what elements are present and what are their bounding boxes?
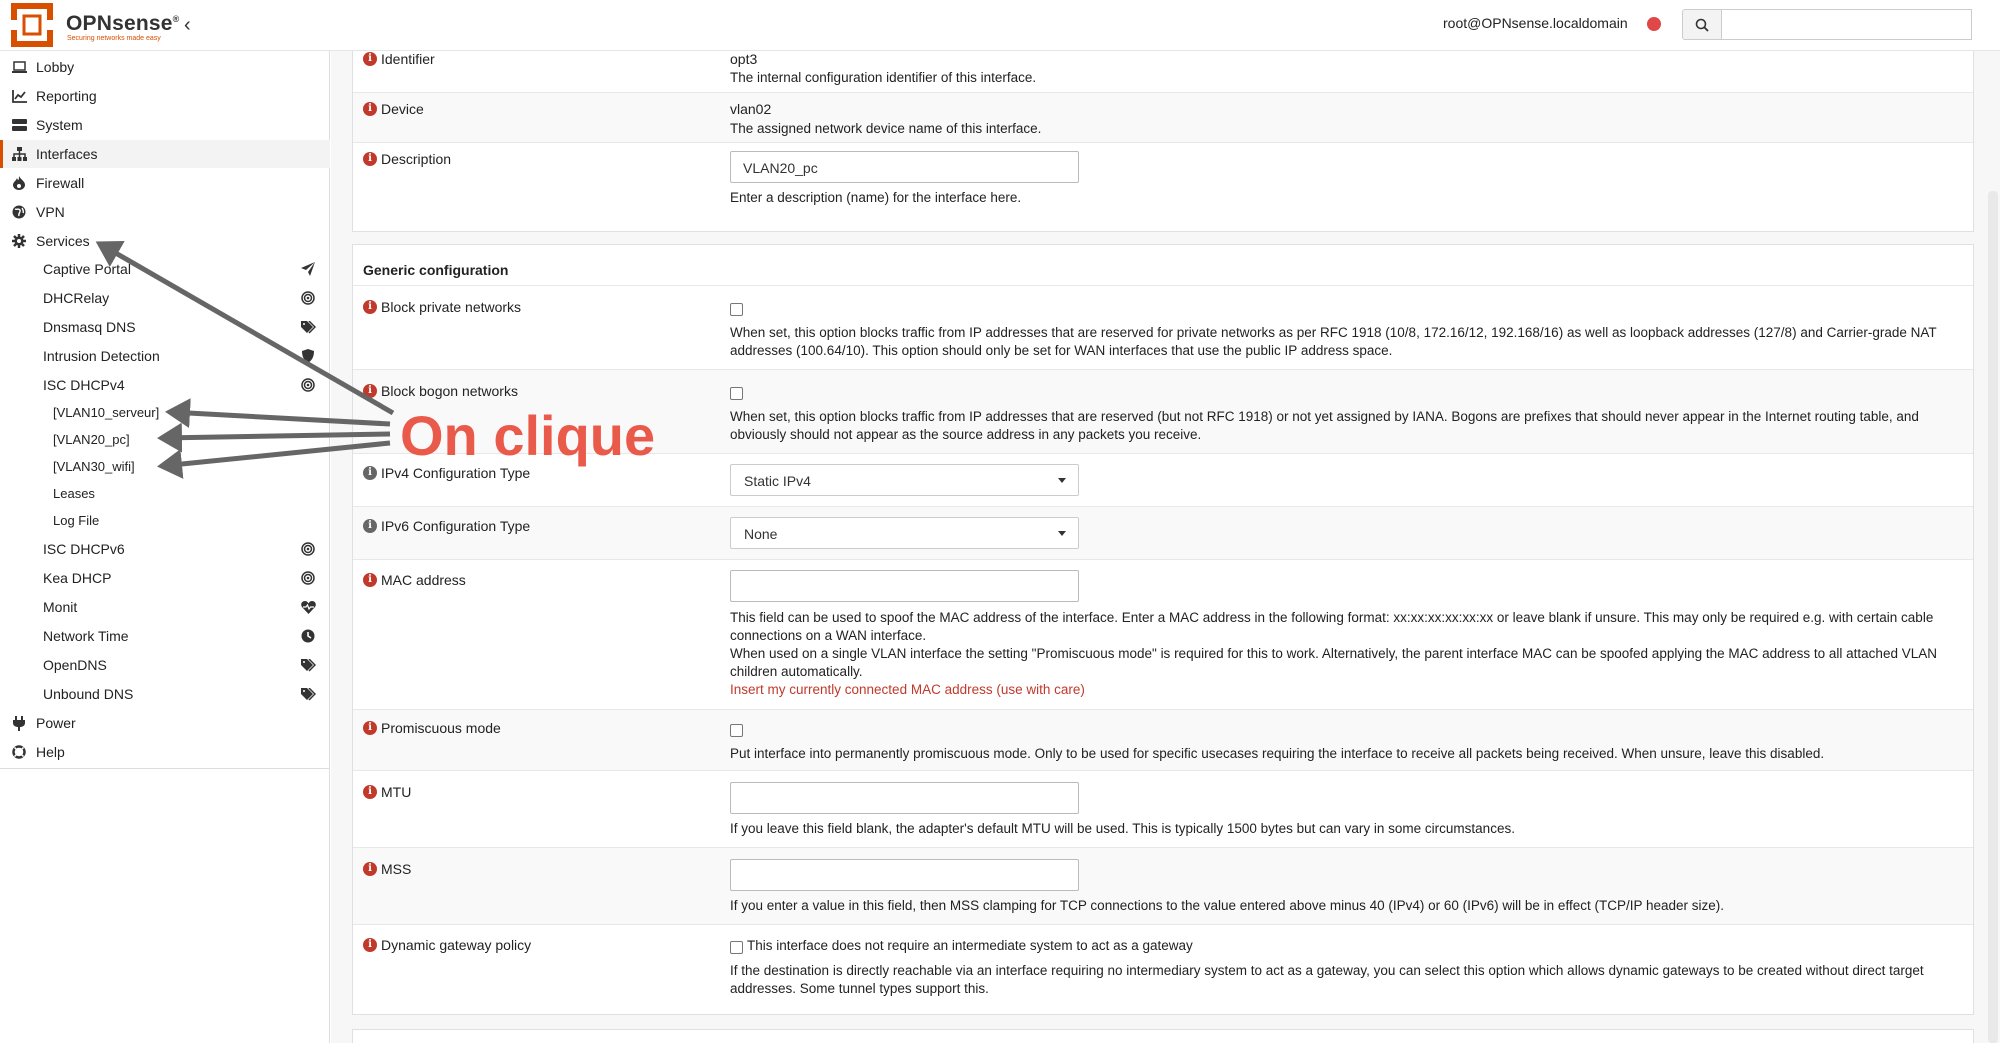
next-panel xyxy=(352,1029,1974,1043)
sidebar-item-label: Leases xyxy=(53,485,95,501)
tags-icon xyxy=(300,657,316,673)
description-input[interactable]: VLAN20_pc xyxy=(730,151,1079,183)
tags-icon xyxy=(300,319,316,335)
sidebar-item-label: System xyxy=(36,117,83,133)
sidebar-item-label: Reporting xyxy=(36,88,97,104)
user-label[interactable]: root@OPNsense.localdomain xyxy=(1443,15,1628,31)
device-value: vlan02 xyxy=(730,101,772,117)
sidebar-item-power[interactable] xyxy=(0,709,330,737)
info-icon[interactable]: i xyxy=(363,52,377,66)
sidebar-item-label: Unbound DNS xyxy=(43,686,134,702)
sidebar-item-isc-dhcpv4[interactable] xyxy=(0,371,330,399)
bullseye-icon xyxy=(300,570,316,586)
mtu-label: i MTU xyxy=(363,784,411,800)
caret-down-icon xyxy=(1058,531,1066,536)
device-label: i Device xyxy=(363,101,424,117)
life-ring-icon xyxy=(11,744,27,760)
annotation-label: On clique xyxy=(400,404,656,467)
block-bogon-checkbox[interactable] xyxy=(730,387,743,400)
sidebar-item-dhcrelay[interactable] xyxy=(0,284,330,312)
promisc-help: Put interface into permanently promiscuous mode. Only to be used for specific usecases requiring the interface to receive all packets being received. When unsure, leave this disabled. xyxy=(730,746,1825,761)
sidebar-item-help[interactable] xyxy=(0,738,330,766)
sidebar-item-label: [VLAN20_pc] xyxy=(53,431,130,447)
fire-icon xyxy=(11,175,27,191)
globe-icon xyxy=(11,204,27,220)
brand-name: OPNsense® xyxy=(66,12,180,35)
opnsense-logo[interactable] xyxy=(8,2,56,48)
sidebar-item-label: Power xyxy=(36,715,76,731)
identifier-value: opt3 xyxy=(730,51,758,67)
sidebar-item-dnsmasq-dns[interactable] xyxy=(0,313,330,341)
promisc-checkbox[interactable] xyxy=(730,724,743,737)
sidebar-item-kea-dhcp[interactable] xyxy=(0,564,330,592)
block-private-row xyxy=(353,285,1973,369)
mss-row xyxy=(353,847,1973,924)
mac-label: i MAC address xyxy=(363,572,466,588)
sidebar-item-network-time[interactable] xyxy=(0,622,330,650)
section-title: Generic configuration xyxy=(363,262,509,278)
interface-basic-panel xyxy=(352,51,1974,232)
sidebar-item-label: OpenDNS xyxy=(43,657,107,673)
bullseye-icon xyxy=(300,541,316,557)
mss-input[interactable] xyxy=(730,859,1079,891)
sidebar-item-label: Log File xyxy=(53,512,100,528)
sidebar-item-label: Firewall xyxy=(36,175,85,191)
brand-tagline: Securing networks made easy xyxy=(67,35,161,42)
sidebar-item-vlan10-serveur[interactable] xyxy=(0,399,330,425)
block-private-label: i Block private networks xyxy=(363,299,521,315)
info-icon[interactable]: i xyxy=(363,785,377,799)
info-icon[interactable]: i xyxy=(363,102,377,116)
sidebar-item-label: Kea DHCP xyxy=(43,570,112,586)
tags-icon xyxy=(300,686,316,702)
scrollbar[interactable] xyxy=(1988,191,1998,1043)
block-bogon-help: When set, this option blocks traffic from IP addresses that are reserved (but not RFC 1918) or not yet assigned by IANA. Bogons are prefixes that should never appear in the Internet routing table, and obviously should not appear as the source address in any packets you receive. xyxy=(730,409,1919,442)
ipv4-type-label: i IPv4 Configuration Type xyxy=(363,465,530,481)
search-input[interactable] xyxy=(1722,9,1972,40)
sidebar-item-label: ISC DHCPv6 xyxy=(43,541,125,557)
block-bogon-label: i Block bogon networks xyxy=(363,383,518,399)
collapse-sidebar-button[interactable]: ‹ xyxy=(184,14,191,36)
dyn-gw-checkbox[interactable] xyxy=(730,941,743,954)
main-content xyxy=(331,51,2000,1043)
dyn-gw-row xyxy=(353,924,1973,1015)
sidebar-item-services[interactable] xyxy=(0,227,330,255)
description-row xyxy=(353,142,1973,233)
sidebar-item-firewall[interactable] xyxy=(0,169,330,197)
device-help: The assigned network device name of this interface. xyxy=(730,121,1042,136)
mtu-row xyxy=(353,770,1973,847)
info-icon[interactable]: i xyxy=(363,721,377,735)
sidebar-item-vlan30-wifi[interactable] xyxy=(0,453,330,479)
sidebar-item-vlan20-pc[interactable] xyxy=(0,426,330,452)
sidebar-item-label: Intrusion Detection xyxy=(43,348,160,364)
mac-help-text: When used on a single VLAN interface the setting "Promiscuous mode" is required for this to work. Alternatively, the parent interface MAC can be spoofed applying the MAC address to all attached VLAN children automatically. xyxy=(730,646,1937,679)
sidebar-item-label: ISC DHCPv4 xyxy=(43,377,125,393)
promisc-row xyxy=(353,709,1973,770)
sidebar-item-label: DHCRelay xyxy=(43,290,110,306)
info-icon[interactable]: i xyxy=(363,466,377,480)
promisc-label: i Promiscuous mode xyxy=(363,720,501,736)
dyn-gw-checkbox-label[interactable]: This interface does not require an intermediate system to act as a gateway xyxy=(747,938,1193,953)
info-icon[interactable]: i xyxy=(363,152,377,166)
ipv6-type-row xyxy=(353,506,1973,559)
bullseye-icon xyxy=(300,377,316,393)
mss-help: If you enter a value in this field, then MSS clamping for TCP connections to the value entered above minus 40 (IPv4) or 60 (IPv6) will be in effect (TCP/IP header size). xyxy=(730,898,1725,913)
block-private-checkbox[interactable] xyxy=(730,303,743,316)
mac-help-text: This field can be used to spoof the MAC address of the interface. Enter a MAC address in the following format: xx:xx:xx:xx:xx:xx or leave blank if unsure. This may only be required e.g. with certain cable connections on a WAN interface. xyxy=(730,610,1934,643)
sidebar-item-label: Captive Portal xyxy=(43,261,131,277)
sidebar-item-vpn[interactable] xyxy=(0,198,330,226)
sidebar-item-intrusion-detection[interactable] xyxy=(0,342,330,370)
status-indicator[interactable] xyxy=(1647,17,1661,31)
sidebar-item-system[interactable] xyxy=(0,111,330,139)
info-icon[interactable]: i xyxy=(363,938,377,952)
block-private-help: When set, this option blocks traffic from IP addresses that are reserved for private networks as per RFC 1918 (10/8, 172.16/12, 192.168/16) as well as loopback addresses (127/8) and Carrier-grade NAT addresses (100.64/10). This option should only be set for WAN interfaces that use the public IP address space. xyxy=(730,325,1937,358)
sidebar-item-label: [VLAN10_serveur] xyxy=(53,404,160,420)
sitemap-icon xyxy=(11,146,27,162)
search-button[interactable] xyxy=(1682,9,1722,40)
sidebar-item-label: Lobby xyxy=(36,59,75,75)
sidebar-item-unbound-dns[interactable] xyxy=(0,680,330,708)
cog-icon xyxy=(11,233,27,249)
bullseye-icon xyxy=(300,290,316,306)
description-help: Enter a description (name) for the interface here. xyxy=(730,190,1022,205)
shield-icon xyxy=(300,348,316,364)
ipv6-type-select[interactable]: None xyxy=(730,517,1079,549)
sidebar xyxy=(0,51,330,1043)
description-label: i Description xyxy=(363,151,451,167)
sidebar-item-label: Interfaces xyxy=(36,146,98,162)
generic-config-panel xyxy=(352,244,1974,1015)
sidebar-item-label: VPN xyxy=(36,204,65,220)
sidebar-item-captive-portal[interactable] xyxy=(0,255,330,283)
mac-row xyxy=(353,559,1973,709)
mss-label: i MSS xyxy=(363,861,411,877)
sidebar-item-opendns[interactable] xyxy=(0,651,330,679)
info-icon[interactable]: i xyxy=(363,573,377,587)
dyn-gw-help: If the destination is directly reachable via an interface requiring no intermediary system to act as a gateway, you can select this option which allows dynamic gateways to be created without direct target addresses. Some tunnel types support this. xyxy=(730,963,1924,996)
sidebar-item-interfaces[interactable] xyxy=(0,140,330,168)
sidebar-item-label: Services xyxy=(36,233,90,249)
mac-help xyxy=(730,609,1960,699)
sidebar-item-monit[interactable] xyxy=(0,593,330,621)
ipv4-type-select[interactable]: Static IPv4 xyxy=(730,464,1079,496)
info-icon[interactable]: i xyxy=(363,862,377,876)
sidebar-item-label: Help xyxy=(36,744,65,760)
sidebar-item-label: Monit xyxy=(43,599,78,615)
heartbeat-icon xyxy=(300,599,316,615)
info-icon[interactable]: i xyxy=(363,300,377,314)
identifier-label: i Identifier xyxy=(363,51,435,67)
sidebar-divider xyxy=(0,768,330,769)
identifier-help: The internal configuration identifier of this interface. xyxy=(730,70,1037,85)
insert-mac-link[interactable]: Insert my currently connected MAC address (use with care) xyxy=(730,682,1085,697)
dyn-gw-label: i Dynamic gateway policy xyxy=(363,937,531,953)
caret-down-icon xyxy=(1058,478,1066,483)
server-icon xyxy=(11,117,27,133)
sidebar-item-isc-dhcpv6[interactable] xyxy=(0,535,330,563)
info-icon[interactable]: i xyxy=(363,384,377,398)
mtu-help: If you leave this field blank, the adapter's default MTU will be used. This is typically 1500 bytes but can vary in some circumstances. xyxy=(730,821,1515,836)
top-bar xyxy=(0,0,2000,51)
plug-icon xyxy=(11,715,27,731)
sidebar-item-label: Network Time xyxy=(43,628,129,644)
ipv6-type-label: i IPv6 Configuration Type xyxy=(363,518,530,534)
search-icon xyxy=(1695,18,1709,32)
chart-icon xyxy=(11,88,27,104)
device-row xyxy=(353,92,1973,142)
clock-icon xyxy=(300,628,316,644)
paper-plane-icon xyxy=(300,261,316,277)
identifier-row xyxy=(353,51,1973,92)
laptop-icon xyxy=(11,59,27,75)
sidebar-item-reporting[interactable] xyxy=(0,82,330,110)
sidebar-item-leases[interactable] xyxy=(0,480,330,506)
sidebar-item-lobby[interactable] xyxy=(0,53,330,81)
mtu-input[interactable] xyxy=(730,782,1079,814)
sidebar-item-label: Dnsmasq DNS xyxy=(43,319,136,335)
info-icon[interactable]: i xyxy=(363,519,377,533)
mac-input[interactable] xyxy=(730,570,1079,602)
sidebar-item-label: [VLAN30_wifi] xyxy=(53,458,135,474)
sidebar-item-log-file[interactable] xyxy=(0,507,330,533)
